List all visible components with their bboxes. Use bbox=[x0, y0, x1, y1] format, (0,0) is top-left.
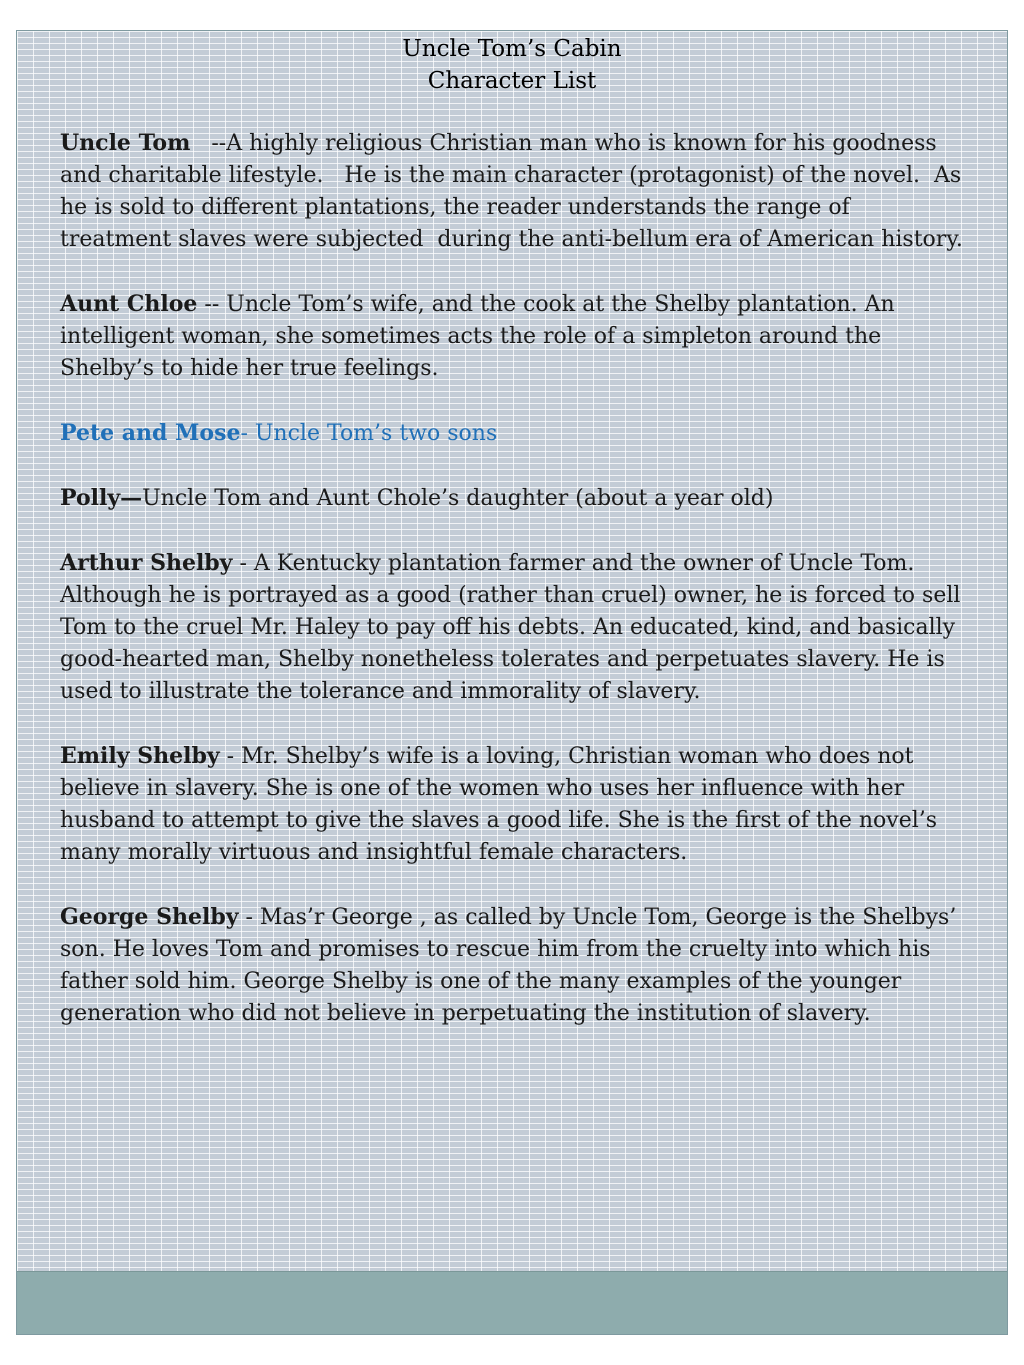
character-name: Uncle Tom bbox=[60, 130, 191, 156]
character-entry-polly bbox=[60, 482, 965, 515]
character-name: George Shelby bbox=[60, 904, 239, 930]
character-description: - A Kentucky plantation farmer and the owner of Uncle Tom. Although he is portrayed as a good (rather than cruel) owner, he is forced to sell Tom to the cruel Mr. Haley to pay off his debts. An educated, kind, and basically good-hearted man, Shelby nonetheless tolerates and perpetuates slavery. He is used to illustrate the tolerance and immorality of slavery. bbox=[60, 551, 961, 704]
character-description: -- Uncle Tom’s wife, and the cook at the Shelby plantation. An intelligent woman, she sometimes acts the role of a simpleton around the Shelby’s to hide her true feelings. bbox=[60, 292, 895, 381]
character-name: Aunt Chloe bbox=[60, 291, 198, 317]
character-entry-george-shelby bbox=[60, 901, 965, 1030]
document-title: Uncle Tom’s Cabin bbox=[402, 36, 622, 62]
character-name: Pete and Mose bbox=[60, 420, 241, 446]
character-description: - Uncle Tom’s two sons bbox=[240, 421, 498, 446]
footer-band bbox=[17, 1271, 1007, 1334]
character-description: - Mr. Shelby’s wife is a loving, Christian woman who does not believe in slavery. She is one of the women who uses her influence with her husband to attempt to give the slaves a good life. She is the first of the novel’s many morally virtuous and insightful female characters. bbox=[60, 744, 938, 865]
character-description: --A highly religious Christian man who is known for his goodness and charitable lifestyle. He is the main character (protagonist) of the novel. As he is sold to different plantations, the reader understands the range of treatment slaves were subjected during the anti-bellum era of American history. bbox=[60, 131, 969, 252]
document-subtitle: Character List bbox=[427, 68, 597, 94]
character-entry-uncle-tom bbox=[60, 127, 969, 256]
character-entry-arthur-shelby bbox=[60, 547, 965, 708]
character-entry-aunt-chloe bbox=[60, 288, 965, 385]
character-name: Emily Shelby bbox=[60, 743, 220, 769]
character-entry-pete-and-mose bbox=[60, 417, 965, 450]
character-description: - Mas’r George , as called by Uncle Tom, George is the Shelbys’ son. He loves Tom and promises to rescue him from the cruelty into which his father sold him. George Shelby is one of the many examples of the younger generation who did not believe in perpetuating the institution of slavery. bbox=[60, 905, 957, 1026]
character-list bbox=[60, 127, 969, 1062]
character-entry-emily-shelby bbox=[60, 740, 965, 869]
document-heading bbox=[17, 33, 1007, 97]
character-name: Arthur Shelby bbox=[60, 550, 233, 576]
character-name: Polly— bbox=[60, 485, 143, 511]
document-page bbox=[16, 30, 1008, 1335]
character-description: Uncle Tom and Aunt Chole’s daughter (about a year old) bbox=[142, 486, 774, 511]
